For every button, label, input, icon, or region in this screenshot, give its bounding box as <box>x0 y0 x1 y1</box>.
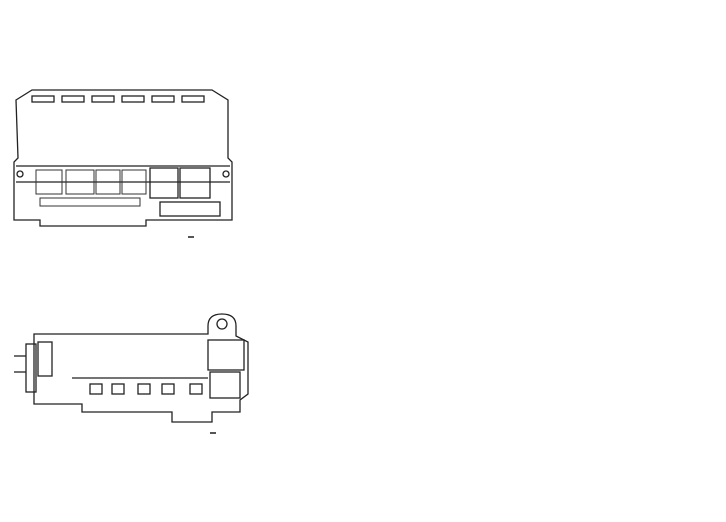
relay-plate-figure-id <box>188 236 194 238</box>
carrier8-figure-id <box>210 432 216 434</box>
relay-plate-diagram <box>10 88 235 230</box>
carrier8-diagram <box>12 312 262 424</box>
